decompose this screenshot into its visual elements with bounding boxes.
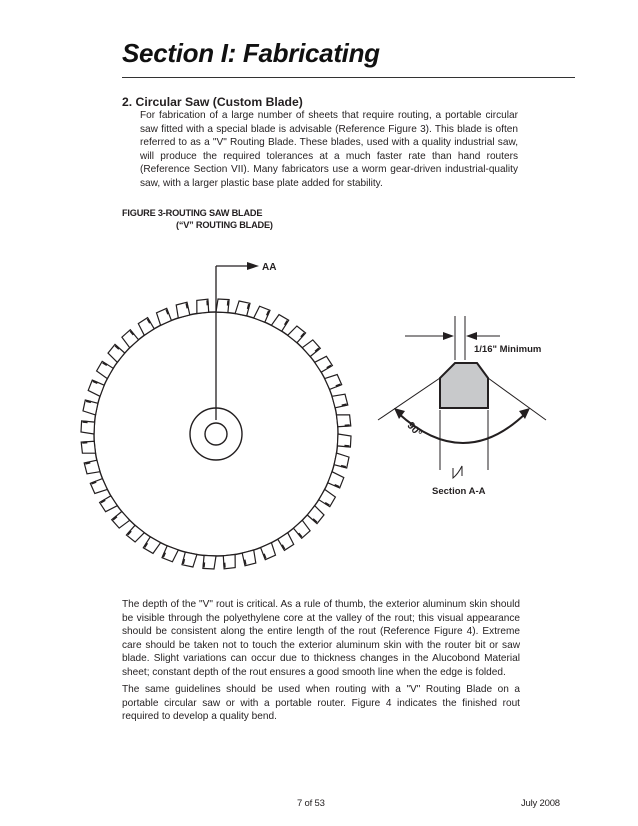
centerline-break [453,466,462,478]
v-blade-profile [440,363,488,408]
blade-tooth [337,434,351,447]
angle-ray-left [378,378,440,420]
blade-tooth [81,421,95,434]
intro-paragraph: For fabrication of a large number of sheets that require routing, a portable circular saw fitted with a special blade is advisable (Reference Figure 3). This blade is often referred to as a "V" Routing Blade. These blades, used with a quality industrial saw, will produce the required tolerances at a much faster rate than hand routers (Reference Section VII). Many fabricators use a worm gear-driven industrial-quality saw, with a larger plastic base plate added for stability. [140,110,518,189]
label-section-aa: Section A-A [432,486,486,497]
tooth-tip [248,304,249,309]
tooth-tip [342,405,347,406]
label-minimum: 1/16" Minimum [474,344,542,355]
blade-tooth [203,555,216,569]
tooth-tip [86,401,91,402]
tooth-tip [341,466,346,467]
section-title: Section I: Fabricating [122,38,380,68]
footer-date: July 2008 [521,798,560,809]
tooth-tip [228,301,229,306]
blade-arbor-inner [205,423,227,445]
tooth-tip [244,560,245,565]
tooth-tip [204,562,205,567]
figure-subtitle: (“V” ROUTING BLADE) [176,220,273,230]
label-angle: 90° [404,419,425,440]
body-paragraph-2: The depth of the "V" rout is critical. As a rule of thumb, the exterior aluminum skin should be visible through the polyethylene core at the valley of the rout; this visual appearance should be consistent along the entire length of the rout (Reference Figure 4). Extreme care should be taken not to touch the exterior aluminum skin with the router bit or saw blade. Slight variations can occur due to thickness changes in the Alucobond Material sheet; constant depth of the rout ensures a good smooth line when the edge is folded. [122,599,520,678]
section-aa-detail [378,316,546,497]
tooth-tip [183,559,184,564]
angle-ray-right [488,378,546,420]
arrow-head [247,262,259,270]
figure-title: FIGURE 3-ROUTING SAW BLADE [122,208,263,218]
body-paragraph-3: The same guidelines should be used when routing with a "V" Routing Blade on a portable circular saw or with a portable router. Figure 4 indicates the finished rout required to develop a quality bend. [122,684,520,723]
tooth-tip [83,422,88,423]
tooth-tip [85,462,90,463]
tooth-tip [187,303,188,308]
tooth-tip [344,446,349,447]
item-heading: 2. Circular Saw (Custom Blade) [122,95,303,109]
blade-tooth [216,299,229,313]
label-aa: AA [262,262,277,273]
page-number: 7 of 53 [297,798,325,809]
